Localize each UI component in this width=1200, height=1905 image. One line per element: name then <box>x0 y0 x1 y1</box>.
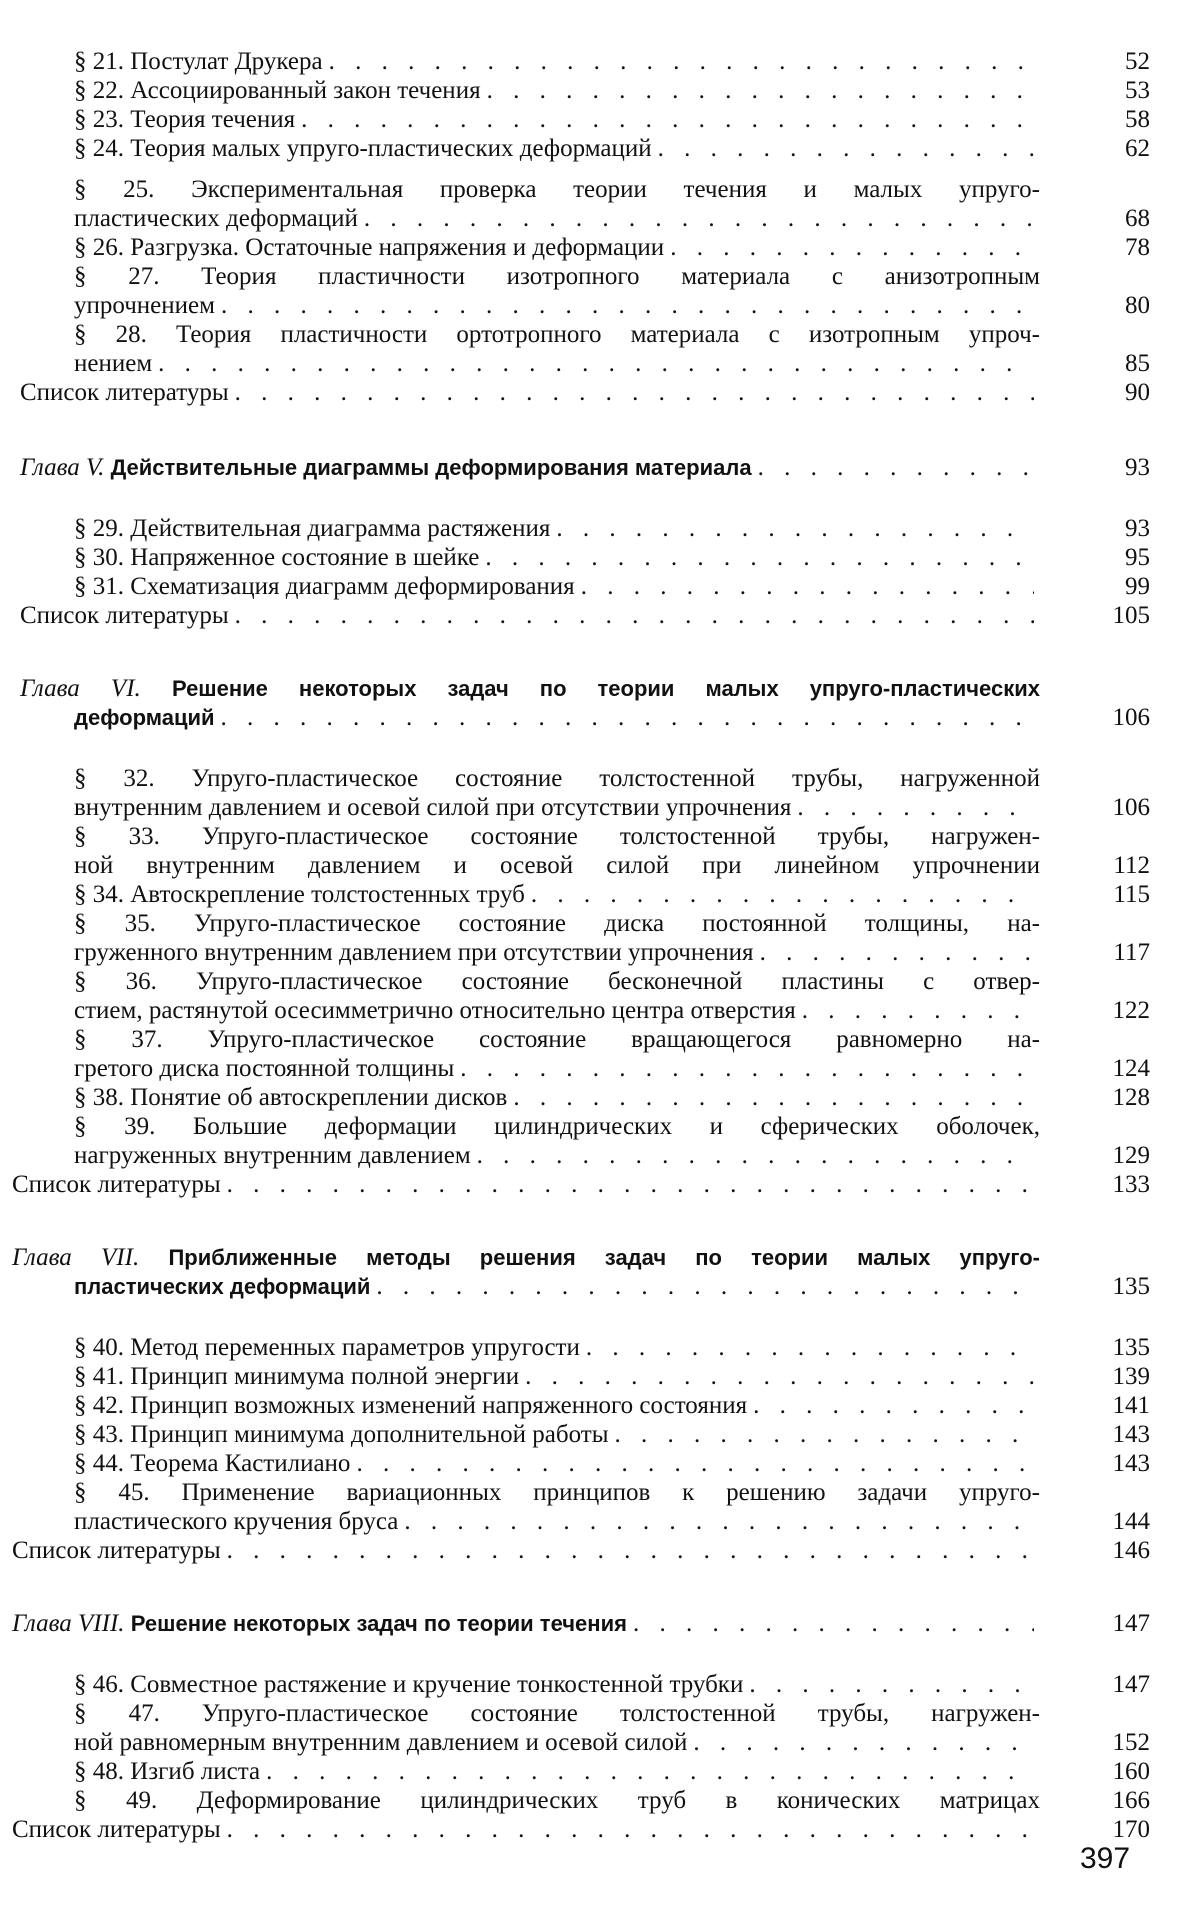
toc-entry <box>74 1420 1040 1449</box>
toc-entry-text: стием, растянутой осесимметрично относительно центра отверстия <box>74 997 796 1024</box>
toc-entry-text: § 41. Принцип минимума полной энергии <box>74 1363 520 1390</box>
toc-entry-page: 105 <box>1112 602 1150 629</box>
toc-entry <box>74 514 1040 543</box>
toc-entry-page: 85 <box>1125 350 1150 377</box>
toc-entry-text: Список литературы <box>12 1171 221 1198</box>
toc-entry-text: § 30. Напряженное состояние в шейке <box>74 544 480 571</box>
toc-entry-text: § 48. Изгиб листа <box>74 1758 261 1785</box>
toc-entry-text: § 24. Теория малых упруго-пластических деформаций <box>74 135 652 162</box>
chapter-label: Глава V. <box>20 454 105 481</box>
references-entry <box>12 1170 1040 1199</box>
toc-entry-page: 141 <box>1112 1392 1150 1419</box>
toc-entry-text: Список литературы <box>20 602 229 629</box>
dot-leader <box>266 1757 1034 1786</box>
dot-leader <box>485 543 1034 572</box>
dot-leader <box>556 514 1034 543</box>
dot-leader <box>758 453 1034 482</box>
toc-entry <box>74 1449 1040 1478</box>
toc-entry-text: Список литературы <box>12 1816 221 1843</box>
toc-entry-text: Список литературы <box>12 1537 221 1564</box>
dot-leader <box>460 1054 1034 1083</box>
dot-leader <box>797 793 1034 822</box>
toc-entry-text: § 37. Упруго-пластическое состояние вращающегося равномерно на- <box>74 1026 1040 1053</box>
toc-entry-text: § 23. Теория течения <box>74 106 296 133</box>
dot-leader <box>525 1362 1034 1391</box>
toc-entry <box>74 76 1040 105</box>
toc-entry-page: 147 <box>1112 1671 1150 1698</box>
toc-entry-page: 112 <box>1113 852 1150 879</box>
toc-entry-text: § 42. Принцип возможных изменений напряженного состояния <box>74 1392 748 1419</box>
dot-leader <box>633 1609 1034 1638</box>
toc-entry-text: § 43. Принцип минимума дополнительной работы <box>74 1421 609 1448</box>
toc-entry-page: 152 <box>1112 1729 1150 1756</box>
toc-entry-page: 143 <box>1112 1421 1150 1448</box>
toc-entry-text: пластического кручения бруса <box>74 1508 399 1535</box>
chapter-label: Глава VI. <box>20 675 141 702</box>
chapter-heading <box>20 453 1040 482</box>
toc-entry <box>74 1054 1040 1083</box>
toc-entry-text: § 31. Схематизация диаграмм деформирования <box>74 573 575 600</box>
toc-entry-page: 133 <box>1112 1171 1150 1198</box>
toc-entry-text: § 38. Понятие об автоскреплении дисков <box>74 1084 508 1111</box>
dot-leader <box>581 572 1034 601</box>
toc-entry <box>74 105 1040 134</box>
toc-entry-page: 95 <box>1125 544 1150 571</box>
toc-entry-page: 135 <box>1112 1334 1150 1361</box>
toc-entry-text: § 28. Теория пластичности ортотропного материала с изотропным упроч- <box>74 321 1040 348</box>
dot-leader <box>487 76 1034 105</box>
dot-leader <box>749 1670 1034 1699</box>
toc-entry <box>74 1391 1040 1420</box>
toc-entry-page: 128 <box>1112 1084 1150 1111</box>
toc-entry-page: 52 <box>1125 48 1150 75</box>
toc-entry-text: § 40. Метод переменных параметров упругости <box>74 1334 580 1361</box>
toc-entry <box>74 793 1040 822</box>
chapter-page: 135 <box>1112 1273 1150 1300</box>
toc-entry-page: 68 <box>1125 205 1150 232</box>
toc-entry-text: § 45. Применение вариационных принципов к решению задачи упруго- <box>74 1479 1040 1506</box>
toc-entry-text: § 44. Теорема Кастилиано <box>74 1450 351 1477</box>
toc-entry-text: нагруженных внутренним давлением <box>74 1142 471 1169</box>
chapter-title: деформаций <box>74 705 215 730</box>
toc-entry-text: гретого диска постоянной толщины <box>74 1055 455 1082</box>
references-entry <box>12 1815 1040 1844</box>
chapter-page: 93 <box>1125 454 1150 481</box>
chapter-heading <box>12 1609 1040 1638</box>
toc-entry-page: 115 <box>1113 881 1150 908</box>
toc-entry <box>74 1728 1040 1757</box>
toc-entry-page: 62 <box>1125 135 1150 162</box>
dot-leader <box>586 1333 1034 1362</box>
toc-entry-text: Список литературы <box>20 379 229 406</box>
chapter-label: Глава VII. <box>12 1244 140 1271</box>
toc-entry-page: 129 <box>1112 1142 1150 1169</box>
toc-entry-text: пластических деформаций <box>74 205 358 232</box>
toc-entry-text: § 27. Теория пластичности изотропного материала с анизотропным <box>74 263 1040 290</box>
toc-entry-text: § 32. Упруго-пластическое состояние толстостенной трубы, нагруженной <box>74 765 1040 792</box>
toc-entry-page: 139 <box>1112 1363 1150 1390</box>
chapter-page: 147 <box>1112 1610 1150 1637</box>
toc-entry-text: ной внутренним давлением и осевой силой при линейном упрочнении <box>74 852 1040 879</box>
toc-entry-page: 146 <box>1112 1537 1150 1564</box>
chapter-heading-cont <box>74 1272 1040 1301</box>
toc-entry-page: 170 <box>1112 1816 1150 1843</box>
dot-leader <box>531 880 1034 909</box>
chapter-title: Приближенные методы решения задач по теории малых упруго- <box>168 1245 1041 1270</box>
dot-leader <box>235 378 1034 407</box>
toc-entry <box>74 572 1040 601</box>
toc-entry-text: § 34. Автоскрепление толстостенных труб <box>74 881 525 908</box>
toc-entry-text: ной равномерным внутренним давлением и осевой силой <box>74 1729 688 1756</box>
dot-leader <box>221 291 1034 320</box>
toc-entry-page: 166 <box>1112 1787 1150 1814</box>
dot-leader <box>615 1420 1034 1449</box>
toc-entry-page: 144 <box>1112 1508 1150 1535</box>
toc-entry-page: 160 <box>1112 1758 1150 1785</box>
toc-entry <box>74 1507 1040 1536</box>
chapter-title: Действительные диаграммы деформирования материала <box>110 455 752 480</box>
dot-leader <box>693 1728 1034 1757</box>
toc-entry-text: упрочнением <box>74 292 215 319</box>
toc-entry-text: § 35. Упруго-пластическое состояние диска постоянной толщины, на- <box>74 910 1040 937</box>
references-entry <box>20 601 1040 630</box>
toc-entry <box>74 880 1040 909</box>
toc-entry <box>74 1333 1040 1362</box>
toc-entry <box>74 233 1040 262</box>
toc-entry <box>74 291 1040 320</box>
toc-entry-page: 93 <box>1125 515 1150 542</box>
toc-entry-text: нением <box>74 350 153 377</box>
dot-leader <box>221 703 1034 732</box>
toc-entry-page: 58 <box>1125 106 1150 133</box>
chapter-page: 106 <box>1112 704 1150 731</box>
toc-entry <box>74 1670 1040 1699</box>
toc-entry <box>74 938 1040 967</box>
toc-entry <box>74 134 1040 163</box>
toc-entry-page: 80 <box>1125 292 1150 319</box>
toc-entry <box>74 1141 1040 1170</box>
references-entry <box>12 1536 1040 1565</box>
dot-leader <box>802 996 1034 1025</box>
toc-entry-page: 99 <box>1125 573 1150 600</box>
toc-entry <box>74 996 1040 1025</box>
dot-leader <box>227 1815 1034 1844</box>
toc-entry-text: § 36. Упруго-пластическое состояние бесконечной пластины с отвер- <box>74 968 1040 995</box>
toc-entry <box>74 543 1040 572</box>
toc-entry <box>74 1083 1040 1112</box>
toc-entry-page: 53 <box>1125 77 1150 104</box>
dot-leader <box>658 134 1034 163</box>
toc-entry-text: § 25. Экспериментальная проверка теории течения и малых упруго- <box>74 176 1040 203</box>
dot-leader <box>356 1449 1034 1478</box>
chapter-heading-cont <box>74 703 1040 732</box>
dot-leader <box>301 105 1034 134</box>
chapter-title: Решение некоторых задач по теории малых упруго-пластических <box>171 676 1041 701</box>
chapter-label: Глава VIII. <box>12 1610 125 1637</box>
toc-entry-text: § 21. Постулат Друкера <box>74 48 323 75</box>
toc-entry-text: § 47. Упруго-пластическое состояние толстостенной трубы, нагружен- <box>74 1700 1040 1727</box>
chapter-heading <box>12 1243 1040 1272</box>
toc-entry-page: 90 <box>1125 379 1150 406</box>
toc-entry <box>74 47 1040 76</box>
toc-entry <box>74 349 1040 378</box>
dot-leader <box>364 204 1034 233</box>
chapter-heading <box>20 674 1040 703</box>
dot-leader <box>227 1170 1034 1199</box>
toc-entry-text: груженного внутренним давлением при отсутствии упрочнения <box>74 939 754 966</box>
toc-entry-text: § 39. Большие деформации цилиндрических и сферических оболочек, <box>74 1113 1040 1140</box>
toc-entry-text: внутренним давлением и осевой силой при отсутствии упрочнения <box>74 794 792 821</box>
dot-leader <box>670 233 1034 262</box>
toc-entry-page: 106 <box>1112 794 1150 821</box>
dot-leader <box>477 1141 1034 1170</box>
toc-entry-page: 143 <box>1112 1450 1150 1477</box>
toc-entry <box>74 1757 1040 1786</box>
page-number: 397 <box>1080 1842 1131 1875</box>
dot-leader <box>753 1391 1034 1420</box>
toc-entry-page: 78 <box>1125 234 1150 261</box>
toc-entry-text: § 46. Совместное растяжение и кручение тонкостенной трубки <box>74 1671 744 1698</box>
chapter-title: пластических деформаций <box>74 1274 371 1299</box>
toc-entry <box>74 204 1040 233</box>
toc-entry-text: § 22. Ассоциированный закон течения <box>74 77 481 104</box>
toc-entry-page: 122 <box>1112 997 1150 1024</box>
dot-leader <box>227 1536 1034 1565</box>
chapter-title: Решение некоторых задач по теории течения <box>130 1611 627 1636</box>
dot-leader <box>235 601 1034 630</box>
toc-entry-text: § 49. Деформирование цилиндрических труб в конических матрицах <box>74 1787 1040 1814</box>
toc-entry-text: § 29. Действительная диаграмма растяжения <box>74 515 551 542</box>
dot-leader <box>404 1507 1034 1536</box>
dot-leader <box>513 1083 1034 1112</box>
dot-leader <box>376 1272 1034 1301</box>
dot-leader <box>158 349 1034 378</box>
references-entry <box>20 378 1040 407</box>
toc-entry-page: 117 <box>1113 939 1150 966</box>
dot-leader <box>760 938 1034 967</box>
toc-entry-page: 124 <box>1112 1055 1150 1082</box>
toc-entry-text: § 33. Упруго-пластическое состояние толстостенной трубы, нагружен- <box>74 823 1040 850</box>
toc-entry <box>74 1362 1040 1391</box>
toc-entry-text: § 26. Разгрузка. Остаточные напряжения и деформации <box>74 234 665 261</box>
dot-leader <box>329 47 1034 76</box>
